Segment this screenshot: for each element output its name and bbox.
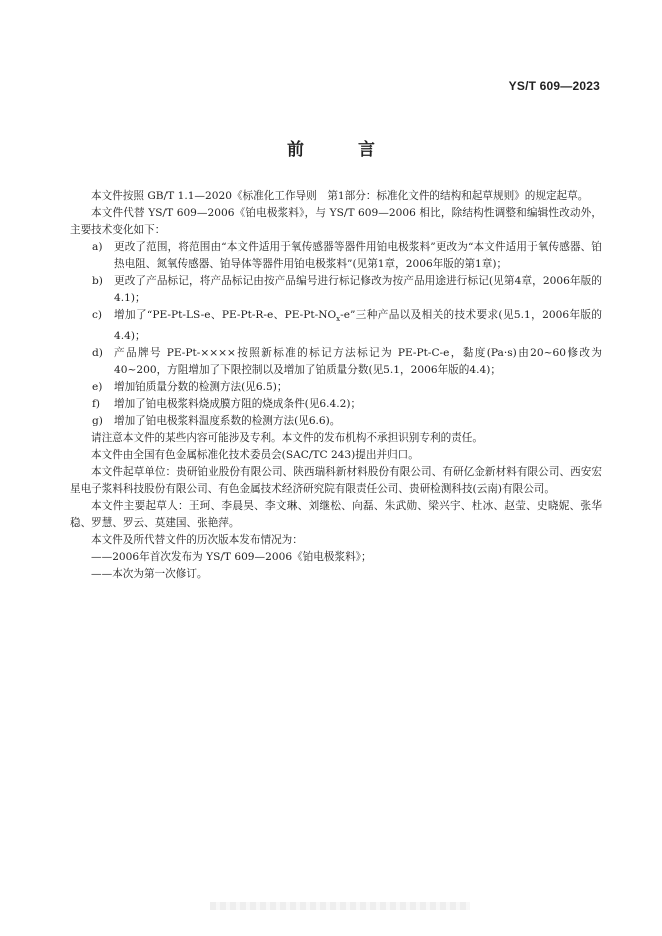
change-marker: d) — [92, 347, 103, 360]
change-text: 增加了铂电极浆料烧成膜方阻的烧成条件(见6.4.2)； — [114, 398, 362, 411]
change-item-f — [70, 396, 602, 413]
change-marker: a) — [92, 241, 103, 253]
paragraph-proposer: 本文件由全国有色金属标准化技术委员会(SAC/TC 243)提出并归口。 — [91, 449, 419, 462]
subscript-x: x — [336, 315, 341, 324]
change-marker: f) — [92, 398, 101, 411]
change-text — [114, 307, 602, 345]
change-item-c — [70, 307, 602, 345]
paragraph-history-revision: ——本次为第一次修订。 — [91, 568, 208, 581]
change-item-a — [70, 239, 602, 273]
document-code: YS/T 609—2023 — [508, 79, 600, 93]
paragraph-drafting-units: 本文件起草单位：贵研铂业股份有限公司、陕西瑞科新材料股份有限公司、有研亿金新材料有限公司、西安宏星电子浆料科技股份有限公司、有色金属技术经济研究院有限责任公司、贵研检测科技(云南)有限公司。 — [70, 466, 602, 496]
change-text: 更改了范围，将范围由“本文件适用于氧传感器等器件用铂电极浆料”更改为“本文件适用于氧传感器、铂热电阻、氮氧传感器、铂导体等器件用铂电极浆料”(见第1章，2006年版的第1章)； — [114, 241, 602, 270]
change-text: 增加了铂电极浆料温度系数的检测方法(见6.6)。 — [114, 415, 341, 428]
paragraph-patent-notice: 请注意本文件的某些内容可能涉及专利。本文件的发布机构不承担识别专利的责任。 — [91, 432, 483, 445]
change-text: 增加铂质量分数的检测方法(见6.5)； — [114, 381, 288, 394]
change-text-part: 增加了“PE-Pt-LS-e、PE-Pt-R-e、PE-Pt-NO — [114, 309, 337, 321]
foreword-body — [70, 188, 602, 583]
change-text: 产品牌号 PE-Pt-××××按照新标准的标记方法标记为 PE-Pt-C-e，黏度(Pa·s)由20~60修改为40~200，方阻增加了下限控制以及增加了铂质量分数(见5.1，2006年版的4.4)； — [114, 347, 602, 377]
change-marker: g) — [92, 415, 103, 428]
page-title: 前 言 — [287, 140, 399, 160]
paragraph-history-intro: 本文件及所代替文件的历次版本发布情况为： — [91, 534, 303, 547]
change-item-g — [70, 413, 602, 430]
change-marker: b) — [92, 275, 103, 287]
change-item-b — [70, 273, 602, 307]
faint-watermark — [210, 902, 470, 910]
change-text-part: -e”三种产品以及相关的技术要求(见5.1，2006年版的4.4)； — [114, 309, 602, 343]
change-marker: e) — [92, 381, 103, 394]
change-item-e — [70, 379, 602, 396]
paragraph-drafting-rules: 本文件按照 GB/T 1.1—2020《标准化工作导则 第1部分：标准化文件的结构和起草规则》的规定起草。 — [91, 190, 589, 202]
paragraph-drafters: 本文件主要起草人：王珂、李晨昊、李文琳、刘继松、向磊、朱武勋、梁兴宇、杜冰、赵莹、史晓妮、张华稳、罗慧、罗云、莫建国、张艳萍。 — [70, 500, 602, 530]
paragraph-replaces: 本文件代替 YS/T 609—2006《铂电极浆料》，与 YS/T 609—2006 相比，除结构性调整和编辑性改动外，主要技术变化如下： — [70, 207, 602, 236]
paragraph-history-2006: ——2006年首次发布为 YS/T 609—2006《铂电极浆料》； — [91, 551, 372, 564]
change-marker: c) — [92, 309, 103, 321]
change-text: 更改了产品标记，将产品标记由按产品编号进行标记修改为按产品用途进行标记(见第4章，2006年版的4.1)； — [114, 275, 602, 304]
change-item-d — [70, 345, 602, 379]
